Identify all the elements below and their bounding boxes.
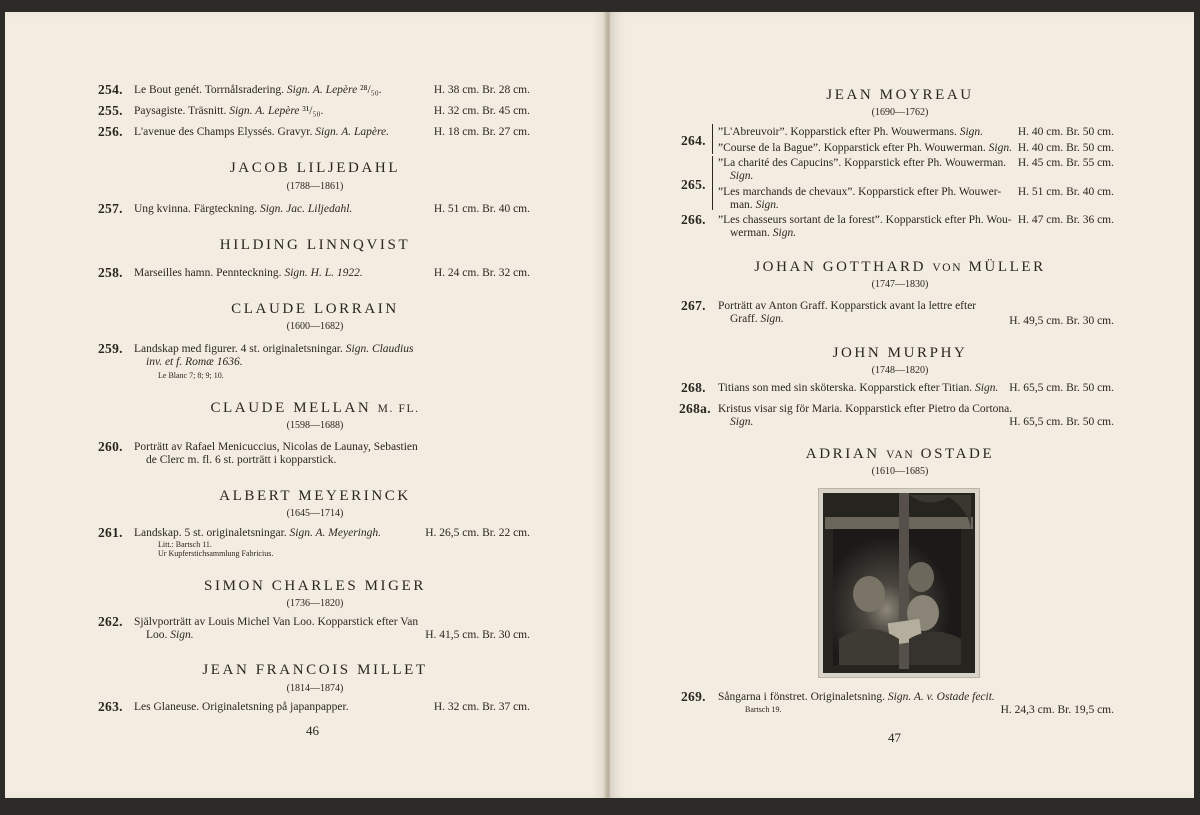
artist-heading: CLAUDE MELLAN M. FL. bbox=[210, 400, 420, 416]
artist-heading: ADRIAN VAN OSTADE bbox=[805, 446, 995, 462]
grouping-brace bbox=[712, 156, 713, 210]
artist-heading: HILDING LINNQVIST bbox=[219, 237, 411, 253]
entry-dimensions: H. 49,5 cm. Br. 30 cm. bbox=[1009, 315, 1114, 327]
entry-number: 255. bbox=[98, 103, 123, 118]
entry-text: Självporträtt av Louis Michel Van Loo. Kopparstick efter Van bbox=[134, 616, 419, 628]
artist-heading: JOHAN GOTTHARD VON MÜLLER bbox=[754, 259, 1046, 275]
artist-years: (1645—1714) bbox=[286, 508, 344, 519]
entry-text: Les Glaneuse. Originaletsning på japanpapper. bbox=[134, 701, 349, 713]
artist-years: (1748—1820) bbox=[871, 365, 929, 376]
entry-text: Titians son med sin sköterska. Kopparstick efter Titian. Sign. bbox=[718, 382, 999, 394]
entry-reference: Bartsch 19. bbox=[745, 705, 782, 714]
page-number: 46 bbox=[306, 723, 319, 738]
entry-text: Landskap med figurer. 4 st. originaletsningar. Sign. Claudius bbox=[134, 343, 414, 355]
artist-years: (1690—1762) bbox=[871, 107, 929, 118]
page-number: 47 bbox=[888, 730, 901, 745]
entry-text: Porträtt av Anton Graff. Kopparstick avant la lettre efter bbox=[718, 300, 977, 312]
entry-text: Landskap. 5 st. originaletsningar. Sign. A. Meyeringh. bbox=[134, 527, 381, 539]
entry-text: Paysagiste. Träsnitt. Sign. A. Lepère ³¹/₅₀. bbox=[134, 105, 324, 117]
entry-dimensions: H. 47 cm. Br. 36 cm. bbox=[1017, 214, 1114, 226]
entry-text-line2: Graff. Sign. bbox=[730, 313, 784, 325]
entry-dimensions: H. 24,3 cm. Br. 19,5 cm. bbox=[1000, 704, 1114, 716]
artist-years: (1747—1830) bbox=[871, 279, 929, 290]
entry-number: 257. bbox=[98, 201, 123, 216]
artist-years: (1610—1685) bbox=[871, 466, 929, 477]
entry-dimensions: H. 32 cm. Br. 45 cm. bbox=[433, 105, 530, 117]
entry-text: ”Les marchands de chevaux”. Kopparstick efter Ph. Wouwer- bbox=[718, 186, 1002, 198]
entry-reference: Litt.: Bartsch 11. bbox=[158, 540, 212, 549]
artist-years: (1814—1874) bbox=[286, 683, 344, 694]
entry-dimensions: H. 41,5 cm. Br. 30 cm. bbox=[425, 629, 530, 641]
artist-heading: SIMON CHARLES MIGER bbox=[204, 578, 426, 594]
entry-number: 263. bbox=[98, 699, 123, 714]
entry-number: 268a. bbox=[679, 401, 711, 416]
entry-text: ”Les chasseurs sortant de la forest”. Kopparstick efter Ph. Wou- bbox=[718, 214, 1012, 226]
entry-text-line2: werman. Sign. bbox=[730, 227, 797, 239]
entry-dimensions: H. 51 cm. Br. 40 cm. bbox=[1017, 186, 1114, 198]
entry-text-line2: Sign. bbox=[730, 416, 754, 428]
entry-dimensions: H. 65,5 cm. Br. 50 cm. bbox=[1009, 382, 1114, 394]
artist-years: (1598—1688) bbox=[286, 420, 344, 431]
entry-text-line2: man. Sign. bbox=[730, 199, 779, 211]
entry-text: ”La charité des Capucins”. Kopparstick efter Ph. Wouwerman. bbox=[718, 157, 1007, 169]
entry-number: 261. bbox=[98, 525, 123, 540]
artist-heading: JACOB LILJEDAHL bbox=[229, 160, 401, 176]
entry-dimensions: H. 38 cm. Br. 28 cm. bbox=[433, 84, 530, 96]
artist-years: (1788—1861) bbox=[286, 181, 344, 192]
artist-years: (1736—1820) bbox=[286, 598, 344, 609]
grouping-brace bbox=[712, 124, 713, 154]
entry-dimensions: H. 40 cm. Br. 50 cm. bbox=[1017, 126, 1114, 138]
entry-number: 268. bbox=[681, 380, 706, 395]
entry-number: 269. bbox=[681, 689, 706, 704]
artist-heading: CLAUDE LORRAIN bbox=[231, 301, 399, 317]
etching-illustration bbox=[818, 488, 980, 678]
entry-number: 259. bbox=[98, 341, 123, 356]
entry-reference: Le Blanc 7; 8; 9; 10. bbox=[158, 371, 224, 380]
entry-number: 256. bbox=[98, 124, 123, 139]
artist-heading: JOHN MURPHY bbox=[832, 345, 968, 361]
entry-text: Marseilles hamn. Pennteckning. Sign. H. L. 1922. bbox=[134, 267, 363, 279]
entry-dimensions: H. 18 cm. Br. 27 cm. bbox=[433, 126, 530, 138]
entry-number: 266. bbox=[681, 212, 706, 227]
entry-text-line2: Loo. Sign. bbox=[146, 629, 194, 641]
entry-text-line2: de Clerc m. fl. 6 st. porträtt i kopparstick. bbox=[146, 454, 337, 466]
entry-text: ”L'Abreuvoir”. Kopparstick efter Ph. Wouwermans. Sign. bbox=[718, 126, 984, 138]
artist-heading: JEAN FRANCOIS MILLET bbox=[202, 662, 428, 678]
entry-dimensions: H. 24 cm. Br. 32 cm. bbox=[433, 267, 530, 279]
entry-reference: Ur Kupferstichsammlung Fabricius. bbox=[158, 549, 274, 558]
entry-text-line2: Sign. bbox=[730, 170, 754, 182]
entry-number: 262. bbox=[98, 614, 123, 629]
artist-years: (1600—1682) bbox=[286, 321, 344, 332]
entry-number: 265. bbox=[681, 177, 706, 192]
entry-dimensions: H. 32 cm. Br. 37 cm. bbox=[433, 701, 530, 713]
entry-text: Ung kvinna. Färgteckning. Sign. Jac. Liljedahl. bbox=[134, 203, 353, 215]
entry-text: L'avenue des Champs Elyssés. Gravyr. Sign. A. Lapère. bbox=[134, 126, 390, 138]
entry-dimensions: H. 65,5 cm. Br. 50 cm. bbox=[1009, 416, 1114, 428]
entry-number: 254. bbox=[98, 82, 123, 97]
entry-text: Porträtt av Rafael Menicuccius, Nicolas de Launay, Sebastien bbox=[134, 441, 418, 453]
entry-text: Sångarna i fönstret. Originaletsning. Sign. A. v. Ostade fecit. bbox=[718, 691, 995, 703]
artist-heading: ALBERT MEYERINCK bbox=[219, 488, 411, 504]
entry-text-line2: inv. et f. Romæ 1636. bbox=[146, 356, 243, 368]
entry-text: ”Course de la Bague”. Kopparstick efter Ph. Wouwerman. Sign. bbox=[718, 142, 1012, 154]
entry-dimensions: H. 26,5 cm. Br. 22 cm. bbox=[425, 527, 530, 539]
entry-text: Kristus visar sig för Maria. Kopparstick efter Pietro da Cortona. bbox=[718, 403, 1013, 415]
entry-number: 264. bbox=[681, 133, 706, 148]
entry-dimensions: H. 51 cm. Br. 40 cm. bbox=[433, 203, 530, 215]
entry-number: 260. bbox=[98, 439, 123, 454]
entry-text: Le Bout genét. Torrnålsradering. Sign. A. Lepère ²⁸/₅₀. bbox=[134, 84, 382, 96]
entry-number: 258. bbox=[98, 265, 123, 280]
artist-heading: JEAN MOYREAU bbox=[826, 87, 974, 103]
entry-dimensions: H. 45 cm. Br. 55 cm. bbox=[1017, 157, 1114, 169]
entry-dimensions: H. 40 cm. Br. 50 cm. bbox=[1017, 142, 1114, 154]
entry-number: 267. bbox=[681, 298, 706, 313]
